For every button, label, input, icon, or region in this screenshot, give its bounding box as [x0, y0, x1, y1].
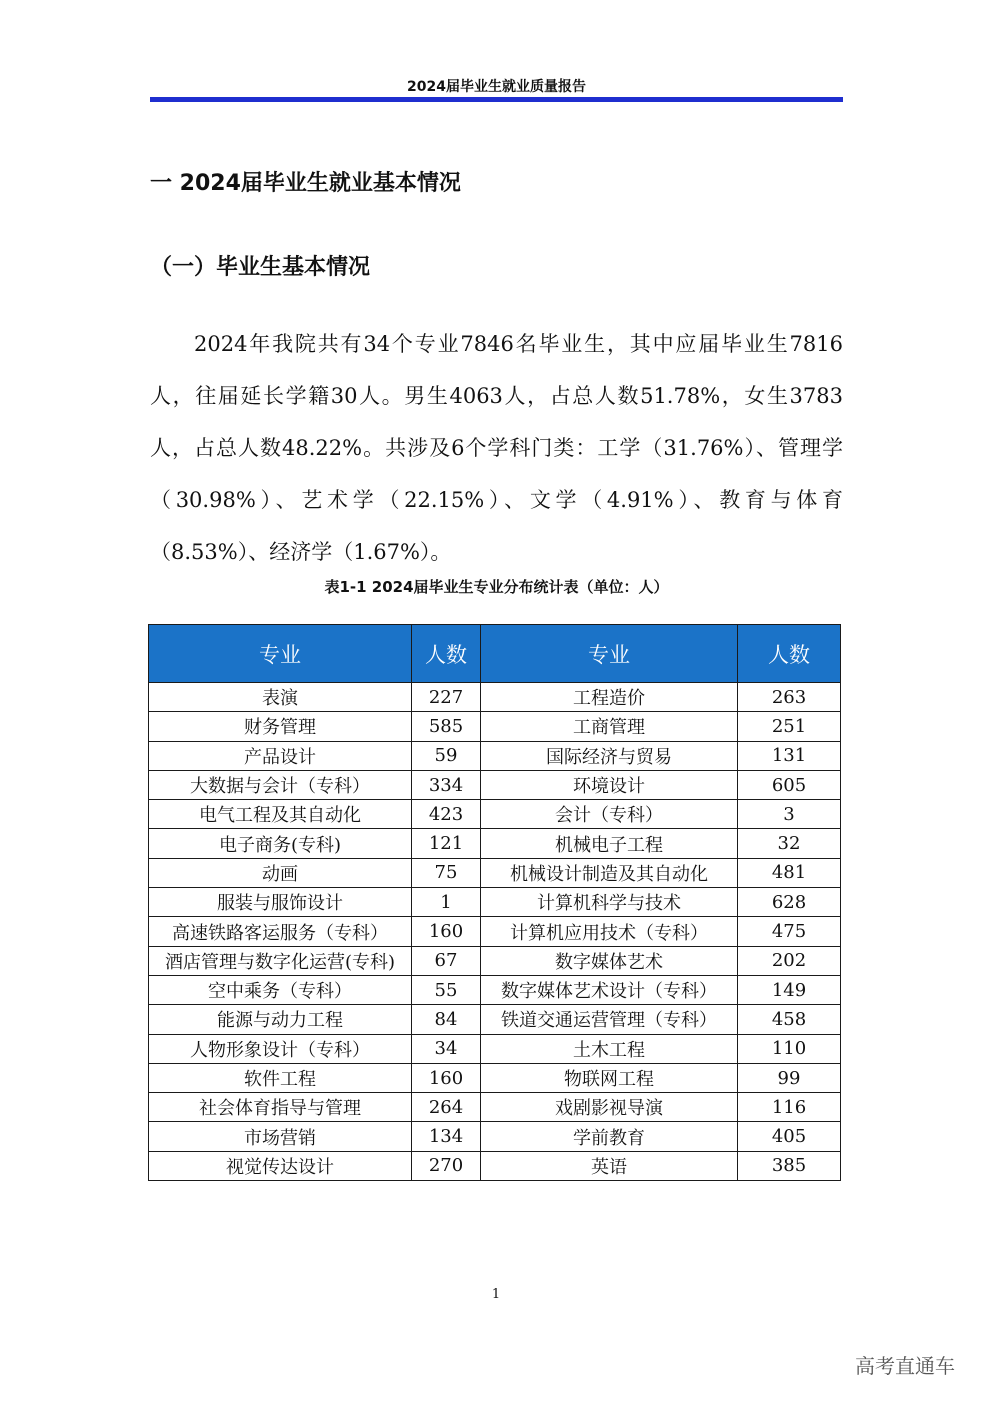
graduate-count-cell: 251	[738, 712, 841, 741]
table-row	[149, 946, 841, 975]
graduate-count-cell: 263	[738, 683, 841, 712]
table-row	[149, 800, 841, 829]
major-name-cell: 环境设计	[481, 770, 738, 799]
major-name-cell: 计算机应用技术（专科）	[481, 917, 738, 946]
major-name-cell: 社会体育指导与管理	[149, 1093, 412, 1122]
graduate-count-cell: 121	[412, 829, 481, 858]
graduate-count-cell: 405	[738, 1122, 841, 1151]
graduate-count-cell: 334	[412, 770, 481, 799]
major-name-cell: 土木工程	[481, 1034, 738, 1063]
major-name-cell: 电气工程及其自动化	[149, 800, 412, 829]
graduate-count-cell: 99	[738, 1063, 841, 1092]
graduate-count-cell: 110	[738, 1034, 841, 1063]
graduate-count-cell: 202	[738, 946, 841, 975]
graduate-count-cell: 423	[412, 800, 481, 829]
major-name-cell: 计算机科学与技术	[481, 888, 738, 917]
graduate-count-cell: 385	[738, 1151, 841, 1180]
graduate-count-cell: 160	[412, 917, 481, 946]
major-name-cell: 视觉传达设计	[149, 1151, 412, 1180]
page-number: 1	[491, 1287, 501, 1302]
graduate-count-cell: 628	[738, 888, 841, 917]
graduate-count-cell: 134	[412, 1122, 481, 1151]
major-name-cell: 工商管理	[481, 712, 738, 741]
major-name-cell: 国际经济与贸易	[481, 741, 738, 770]
major-name-cell: 能源与动力工程	[149, 1005, 412, 1034]
report-header-title: 2024届毕业生就业质量报告	[407, 79, 586, 95]
major-name-cell: 市场营销	[149, 1122, 412, 1151]
graduate-count-cell: 131	[738, 741, 841, 770]
major-name-cell: 会计（专科）	[481, 800, 738, 829]
graduate-count-cell: 55	[412, 975, 481, 1004]
graduate-count-cell: 458	[738, 1005, 841, 1034]
majors-table	[148, 624, 841, 1181]
body-paragraph: 2024年我院共有34个专业7846名毕业生，其中应届毕业生7816人，往届延长学籍30人。男生4063人，占总人数51.78%，女生3783人，占总人数48.22%。共涉及6个学科门类：工学（31.76%）、管理学（30.98%）、艺术学（22.15%）、文学（4.91%）、教育与体育（8.53%）、经济学（1.67%）。	[150, 332, 843, 564]
major-name-cell: 财务管理	[149, 712, 412, 741]
major-name-cell: 动画	[149, 858, 412, 887]
table-header-row	[149, 625, 841, 683]
table-row	[149, 1063, 841, 1092]
major-name-cell: 戏剧影视导演	[481, 1093, 738, 1122]
table-row	[149, 858, 841, 887]
graduate-count-cell: 270	[412, 1151, 481, 1180]
major-name-cell: 酒店管理与数字化运营(专科)	[149, 946, 412, 975]
section-heading: 一 2024届毕业生就业基本情况	[150, 171, 461, 196]
major-name-cell: 人物形象设计（专科）	[149, 1034, 412, 1063]
graduate-count-cell: 3	[738, 800, 841, 829]
table-row	[149, 1122, 841, 1151]
column-header-count: 人数	[412, 625, 481, 683]
major-name-cell: 服装与服饰设计	[149, 888, 412, 917]
major-name-cell: 大数据与会计（专科）	[149, 770, 412, 799]
table-row	[149, 829, 841, 858]
table-row	[149, 975, 841, 1004]
graduate-count-cell: 84	[412, 1005, 481, 1034]
graduate-count-cell: 116	[738, 1093, 841, 1122]
watermark-text: 高考直通车	[855, 1354, 955, 1378]
major-name-cell: 表演	[149, 683, 412, 712]
major-name-cell: 数字媒体艺术设计（专科）	[481, 975, 738, 1004]
graduate-count-cell: 264	[412, 1093, 481, 1122]
graduate-count-cell: 605	[738, 770, 841, 799]
table-row	[149, 741, 841, 770]
major-name-cell: 物联网工程	[481, 1063, 738, 1092]
graduate-count-cell: 585	[412, 712, 481, 741]
header-divider	[150, 97, 843, 102]
graduate-count-cell: 75	[412, 858, 481, 887]
major-name-cell: 工程造价	[481, 683, 738, 712]
table-row	[149, 1093, 841, 1122]
major-name-cell: 电子商务(专科)	[149, 829, 412, 858]
subsection-heading: （一）毕业生基本情况	[150, 255, 371, 280]
table-row	[149, 683, 841, 712]
major-name-cell: 产品设计	[149, 741, 412, 770]
major-name-cell: 学前教育	[481, 1122, 738, 1151]
table-body	[149, 683, 841, 1181]
major-name-cell: 机械设计制造及其自动化	[481, 858, 738, 887]
table-row	[149, 888, 841, 917]
major-name-cell: 高速铁路客运服务（专科）	[149, 917, 412, 946]
table-row	[149, 917, 841, 946]
table-row	[149, 770, 841, 799]
graduate-count-cell: 475	[738, 917, 841, 946]
graduate-count-cell: 149	[738, 975, 841, 1004]
graduate-count-cell: 67	[412, 946, 481, 975]
table-caption: 表1-1 2024届毕业生专业分布统计表（单位：人）	[324, 578, 669, 596]
major-name-cell: 空中乘务（专科）	[149, 975, 412, 1004]
table-row	[149, 1005, 841, 1034]
column-header-major: 专业	[149, 625, 412, 683]
table-row	[149, 712, 841, 741]
graduate-count-cell: 1	[412, 888, 481, 917]
major-name-cell: 数字媒体艺术	[481, 946, 738, 975]
column-header-count: 人数	[738, 625, 841, 683]
major-name-cell: 铁道交通运营管理（专科）	[481, 1005, 738, 1034]
table-row	[149, 1034, 841, 1063]
graduate-count-cell: 481	[738, 858, 841, 887]
graduate-count-cell: 34	[412, 1034, 481, 1063]
major-name-cell: 机械电子工程	[481, 829, 738, 858]
major-name-cell: 英语	[481, 1151, 738, 1180]
graduate-count-cell: 59	[412, 741, 481, 770]
graduate-count-cell: 160	[412, 1063, 481, 1092]
column-header-major: 专业	[481, 625, 738, 683]
graduate-count-cell: 227	[412, 683, 481, 712]
major-name-cell: 软件工程	[149, 1063, 412, 1092]
table-row	[149, 1151, 841, 1180]
graduate-count-cell: 32	[738, 829, 841, 858]
